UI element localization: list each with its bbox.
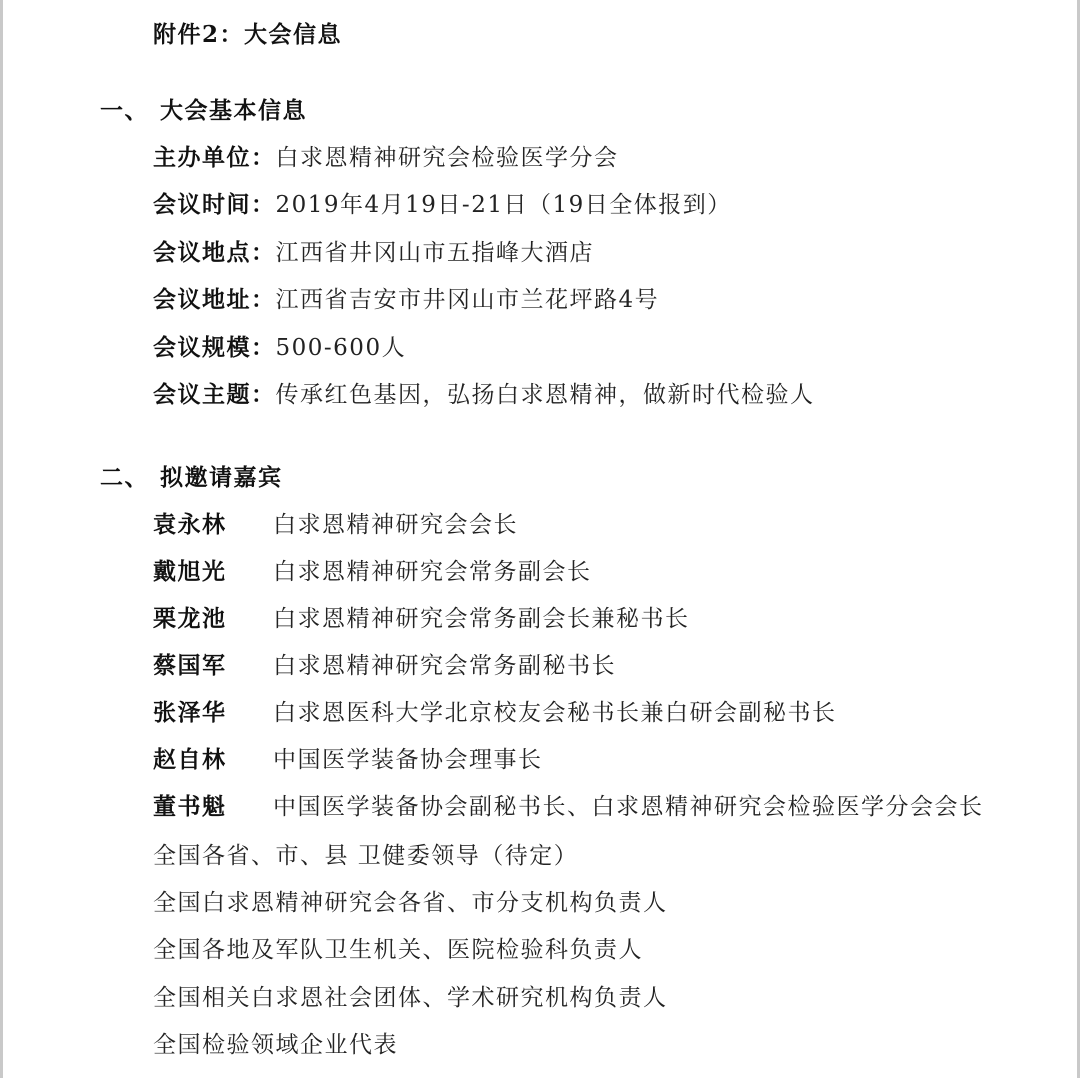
info-value: 白求恩精神研究会检验医学分会	[275, 145, 619, 171]
section1-title: 大会基本信息	[160, 97, 307, 124]
info-value: 2019年4月19日-21日（19日全体报到）	[275, 192, 732, 218]
guest-name: 张泽华	[153, 699, 227, 726]
guest-row	[153, 698, 837, 728]
info-label: 会议时间：	[153, 191, 276, 218]
guest-name: 蔡国军	[153, 652, 227, 679]
info-value: 500-600人	[275, 335, 407, 361]
guest-role: 中国医学装备协会副秘书长、白求恩精神研究会检验医学分会会长	[273, 794, 984, 820]
document-page	[3, 0, 1077, 1078]
info-value: 传承红色基因，弘扬白求恩精神，做新时代检验人	[275, 382, 815, 408]
other-invitee: 全国检验领域企业代表	[153, 1032, 398, 1058]
other-invitee: 全国各地及军队卫生机关、医院检验科负责人	[153, 937, 643, 963]
guest-role: 白求恩精神研究会会长	[273, 512, 518, 538]
guest-row	[153, 792, 984, 822]
attachment-title: 附件2：大会信息	[153, 21, 343, 48]
other-invitee: 全国相关白求恩社会团体、学术研究机构负责人	[153, 985, 668, 1011]
info-label: 主办单位：	[153, 144, 276, 171]
guest-role: 中国医学装备协会理事长	[273, 747, 543, 773]
guest-name: 袁永林	[153, 511, 227, 538]
guest-role: 白求恩精神研究会常务副会长	[273, 559, 592, 585]
section2-title: 拟邀请嘉宾	[160, 464, 283, 491]
info-row-venue	[153, 238, 594, 268]
info-label: 会议主题：	[153, 381, 276, 408]
section2-number: 二、	[100, 464, 149, 491]
info-label: 会议规模：	[153, 334, 276, 361]
other-invitee: 全国各省、市、县 卫健委领导（待定）	[153, 843, 579, 869]
guest-row	[153, 557, 592, 587]
guest-row	[153, 745, 543, 775]
info-value: 江西省井冈山市五指峰大酒店	[275, 240, 594, 266]
guest-name: 栗龙池	[153, 605, 227, 632]
guest-name: 戴旭光	[153, 558, 227, 585]
section1-number: 一、	[100, 97, 149, 124]
guest-row	[153, 651, 616, 681]
guest-role: 白求恩医科大学北京校友会秘书长兼白研会副秘书长	[273, 700, 837, 726]
guest-row	[153, 604, 690, 634]
info-row-organizer	[153, 143, 619, 173]
info-row-time	[153, 190, 732, 220]
guest-name: 董书魁	[153, 793, 227, 820]
info-label: 会议地址：	[153, 286, 276, 313]
guest-name: 赵自林	[153, 746, 227, 773]
other-invitee: 全国白求恩精神研究会各省、市分支机构负责人	[153, 890, 668, 916]
info-row-scale	[153, 333, 406, 363]
section1-heading	[100, 96, 307, 126]
info-row-address	[153, 285, 659, 315]
info-value: 江西省吉安市井冈山市兰花坪路4号	[275, 287, 660, 313]
guest-role: 白求恩精神研究会常务副会长兼秘书长	[273, 606, 690, 632]
section2-heading	[100, 463, 283, 493]
info-row-theme	[153, 380, 815, 410]
info-label: 会议地点：	[153, 239, 276, 266]
guest-role: 白求恩精神研究会常务副秘书长	[273, 653, 616, 679]
guest-row	[153, 510, 518, 540]
